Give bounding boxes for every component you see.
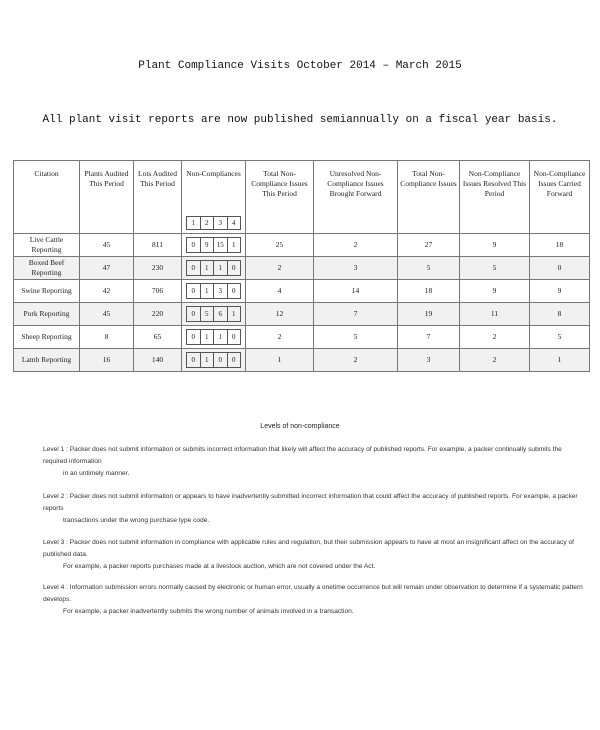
level-2-description <box>43 491 583 527</box>
row-resolved: 9 <box>460 280 530 303</box>
nc-value-level-2: 1 <box>200 330 214 345</box>
row-resolved: 5 <box>460 257 530 280</box>
row-lots-audited: 230 <box>134 257 182 280</box>
header-plants-audited: Plants Audited This Period <box>80 161 134 234</box>
nc-value-level-3: 15 <box>214 238 228 253</box>
nc-value-level-4: 0 <box>227 330 241 345</box>
nc-level-header-table <box>186 216 241 230</box>
row-total-nc: 1 <box>246 349 314 372</box>
level-4-description <box>43 582 583 618</box>
row-carried: 8 <box>530 303 590 326</box>
row-total-issues: 5 <box>398 257 460 280</box>
row-carried: 1 <box>530 349 590 372</box>
row-carried: 5 <box>530 326 590 349</box>
row-citation: Pork Reporting <box>14 303 80 326</box>
level-4-line1: Level 4 : Information submission errors normally caused by electronic or human error, usually a onetime occurrence but will remain under observation to determine if a systematic pattern develops. <box>43 584 583 603</box>
row-unresolved: 7 <box>314 303 398 326</box>
row-lots-audited: 140 <box>134 349 182 372</box>
nc-value-level-3: 3 <box>214 284 228 299</box>
row-citation: Live Cattle Reporting <box>14 234 80 257</box>
header-carried: Non-Compliance Issues Carried Forward <box>530 161 590 234</box>
level-1-description <box>43 444 583 480</box>
header-citation: Citation <box>14 161 80 234</box>
levels-title: Levels of non-compliance <box>260 423 340 430</box>
level-1-line2: in an untimely manner. <box>63 470 130 477</box>
row-citation: Boxed Beef Reporting <box>14 257 80 280</box>
nc-values-table <box>186 283 241 299</box>
nc-value-level-2: 1 <box>200 353 214 368</box>
row-citation: Sheep Reporting <box>14 326 80 349</box>
level-3-line1: Level 3 : Packer does not submit information in compliance with applicable rules and regulation, but their submission appears to have at most an insignificant affect on the accuracy of published data. <box>43 539 574 558</box>
nc-level-2: 2 <box>200 217 214 230</box>
row-lots-audited: 220 <box>134 303 182 326</box>
nc-value-level-1: 0 <box>187 307 201 322</box>
table-row <box>14 326 590 349</box>
header-total-issues: Total Non-Compliance Issues <box>398 161 460 234</box>
row-carried: 0 <box>530 257 590 280</box>
row-resolved: 2 <box>460 349 530 372</box>
level-4-line2: For example, a packer inadvertently submits the wrong number of animals involved in a transaction. <box>63 608 354 615</box>
row-unresolved: 2 <box>314 234 398 257</box>
row-lots-audited: 65 <box>134 326 182 349</box>
row-total-nc: 4 <box>246 280 314 303</box>
header-non-compliances <box>182 161 246 234</box>
row-lots-audited: 706 <box>134 280 182 303</box>
row-unresolved: 14 <box>314 280 398 303</box>
row-total-nc: 2 <box>246 326 314 349</box>
row-plants-audited: 45 <box>80 234 134 257</box>
nc-value-level-3: 6 <box>214 307 228 322</box>
header-resolved: Non-Compliance Issues Resolved This Period <box>460 161 530 234</box>
level-2-line1: Level 2 : Packer does not submit information or appears to have inadvertently submitted incorrect information that could affect the accuracy of published reports. For example, a packer reports <box>43 493 578 512</box>
nc-value-level-2: 9 <box>200 238 214 253</box>
row-total-issues: 19 <box>398 303 460 326</box>
nc-value-level-3: 0 <box>214 353 228 368</box>
nc-value-level-3: 1 <box>214 330 228 345</box>
row-non-compliances <box>182 280 246 303</box>
nc-value-level-3: 1 <box>214 261 228 276</box>
table-row <box>14 257 590 280</box>
row-plants-audited: 47 <box>80 257 134 280</box>
nc-value-level-4: 0 <box>227 261 241 276</box>
row-citation: Swine Reporting <box>14 280 80 303</box>
compliance-table-container <box>13 160 589 372</box>
nc-value-level-2: 5 <box>200 307 214 322</box>
table-header-row <box>14 161 590 234</box>
nc-values-table <box>186 260 241 276</box>
row-unresolved: 5 <box>314 326 398 349</box>
nc-level-4: 4 <box>227 217 241 230</box>
level-2-line2: transactions under the wrong purchase type code. <box>63 517 210 524</box>
row-resolved: 11 <box>460 303 530 326</box>
nc-level-grid <box>186 216 241 230</box>
row-plants-audited: 42 <box>80 280 134 303</box>
table-row <box>14 280 590 303</box>
row-total-nc: 2 <box>246 257 314 280</box>
table-row <box>14 234 590 257</box>
level-1-line1: Level 1 : Packer does not submit information or submits incorrect information that likely will affect the accuracy of published reports. For example, a packer continually submits the required information <box>43 446 562 465</box>
row-total-issues: 18 <box>398 280 460 303</box>
nc-values-table <box>186 306 241 322</box>
row-carried: 9 <box>530 280 590 303</box>
nc-value-level-1: 0 <box>187 353 201 368</box>
row-non-compliances <box>182 349 246 372</box>
nc-value-level-4: 0 <box>227 284 241 299</box>
nc-value-level-2: 1 <box>200 261 214 276</box>
nc-values-table <box>186 352 241 368</box>
row-lots-audited: 811 <box>134 234 182 257</box>
row-citation: Lamb Reporting <box>14 349 80 372</box>
row-carried: 18 <box>530 234 590 257</box>
row-resolved: 2 <box>460 326 530 349</box>
row-non-compliances <box>182 257 246 280</box>
level-3-description <box>43 537 583 573</box>
row-unresolved: 3 <box>314 257 398 280</box>
page-subtitle: All plant visit reports are now published semiannually on a fiscal year basis. <box>42 114 558 126</box>
row-non-compliances <box>182 303 246 326</box>
table-row <box>14 303 590 326</box>
nc-values-table <box>186 329 241 345</box>
nc-value-level-4: 1 <box>227 238 241 253</box>
row-total-nc: 12 <box>246 303 314 326</box>
header-lots-audited: Lots Audited This Period <box>134 161 182 234</box>
nc-level-3: 3 <box>214 217 228 230</box>
row-plants-audited: 45 <box>80 303 134 326</box>
row-non-compliances <box>182 234 246 257</box>
nc-value-level-1: 0 <box>187 238 201 253</box>
nc-level-1: 1 <box>187 217 201 230</box>
nc-value-level-4: 0 <box>227 353 241 368</box>
compliance-table <box>13 160 590 372</box>
table-row <box>14 349 590 372</box>
header-total-nc: Total Non-Compliance Issues This Period <box>246 161 314 234</box>
row-unresolved: 2 <box>314 349 398 372</box>
row-total-issues: 27 <box>398 234 460 257</box>
nc-value-level-1: 0 <box>187 261 201 276</box>
nc-value-level-1: 0 <box>187 330 201 345</box>
header-non-compliances-label: Non-Compliances <box>186 169 241 178</box>
header-unresolved: Unresolved Non-Compliance Issues Brought Forward <box>314 161 398 234</box>
row-non-compliances <box>182 326 246 349</box>
row-total-nc: 25 <box>246 234 314 257</box>
nc-values-table <box>186 237 241 253</box>
row-plants-audited: 8 <box>80 326 134 349</box>
row-total-issues: 7 <box>398 326 460 349</box>
nc-value-level-4: 1 <box>227 307 241 322</box>
page-title: Plant Compliance Visits October 2014 – March 2015 <box>138 60 462 72</box>
nc-value-level-1: 0 <box>187 284 201 299</box>
row-total-issues: 3 <box>398 349 460 372</box>
level-3-line2: For example, a packer reports purchases made at a livestock auction, which are not covered under the Act. <box>63 563 376 570</box>
row-plants-audited: 16 <box>80 349 134 372</box>
nc-value-level-2: 1 <box>200 284 214 299</box>
row-resolved: 9 <box>460 234 530 257</box>
